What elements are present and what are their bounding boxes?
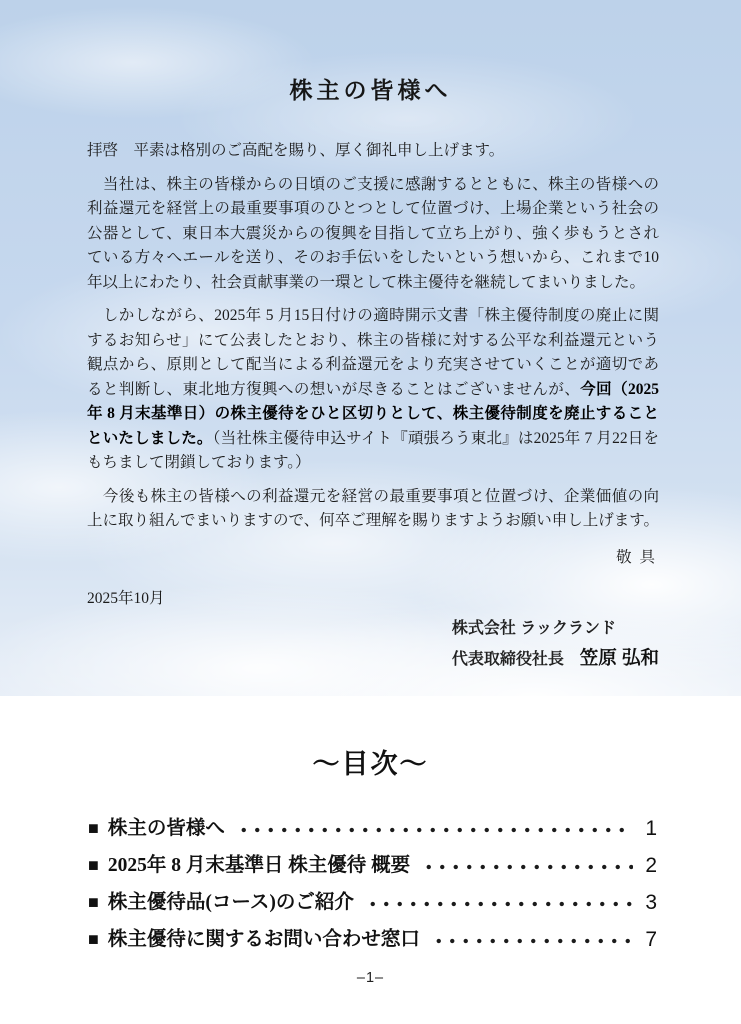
toc-page-number: 3 [645,891,657,914]
dot-leader [237,824,633,836]
paragraph-discontinuation-pre: しかしながら、2025年 5 月15日付けの適時開示文書「株主優待制度の廃止に関するお知らせ」にて公表したとおり、株主の皆様に対する公平な利益還元という観点から、原則として配当による利益還元をより充実させていくことが適切であると判断し、東北地方復興への想いが尽きることはございませんが、 [87,307,659,398]
paragraph-discontinuation-post: （当社株主優待申込サイト『頑張ろう東北』は2025年 7 月22日をもちまして閉鎖しております。） [87,429,659,471]
letter-body [87,139,659,673]
square-bullet-icon: ■ [88,929,99,949]
toc-section [0,696,741,951]
footer-page-number: –1– [356,970,385,986]
signer-name: 笠原 弘和 [579,647,659,668]
toc-item-benefit-courses [88,891,657,914]
signature-block [452,617,659,673]
toc-item-label: 2025年 8 月末基準日 株主優待 概要 [107,855,411,876]
greeting-line: 拝啓 平素は格別のご高配を賜り、厚く御礼申し上げます。 [87,142,505,159]
letter-title: 株主の皆様へ [289,78,452,103]
square-bullet-icon: ■ [88,855,99,875]
dot-leader [366,898,633,910]
toc-page-number: 1 [645,817,657,840]
toc-item-shareholders-letter [88,817,657,840]
paragraph-discontinuation-bold: 今回（2025年 8 月末基準日）の株主優待をひと区切りとして、株主優待制度を廃止することといたしました。 [87,380,659,447]
toc-title: ～目次～ [312,749,429,779]
signer-title: 代表取締役社長 [451,651,564,668]
toc-item-label: 株主の皆様へ [107,818,225,839]
square-bullet-icon: ■ [88,892,99,912]
square-bullet-icon: ■ [88,818,99,838]
dot-leader [422,861,633,873]
paragraph-discontinuation [87,304,659,476]
toc-item-benefit-overview [88,854,657,877]
toc-item-label: 株主優待に関するお問い合わせ窓口 [107,929,420,950]
toc-page-number: 7 [645,928,657,951]
paragraph-future: 今後も株主の皆様への利益還元を経営の最重要事項と位置づけ、企業価値の向上に取り組んでまいりますので、何卒ご理解を賜りますようお願い申し上げます。 [87,487,659,529]
toc-item-inquiry-contact [88,928,657,951]
company-name: 株式会社 ラックランド [451,619,616,637]
paragraph-support: 当社は、株主の皆様からの日頃のご支援に感謝するとともに、株主の皆様への利益還元を経営上の最重要事項のひとつとして位置づけ、上場企業という社会の公器として、東日本大震災からの復興を目指して立ち上がり、強く歩もうとされている方々へエールを送り、そのお手伝いをしたいという想いから、これまで10年以上にわたり、社会貢献事業の一環として株主優待を継続してまいりました。 [87,175,659,291]
toc-item-label: 株主優待品(コース)のご紹介 [107,892,354,913]
dot-leader [432,935,633,947]
letter-date: 2025年10月 [87,590,165,607]
signer-line [452,646,659,673]
closing-word: 敬 具 [616,548,657,566]
toc-page-number: 2 [645,854,657,877]
toc-list [88,817,657,951]
